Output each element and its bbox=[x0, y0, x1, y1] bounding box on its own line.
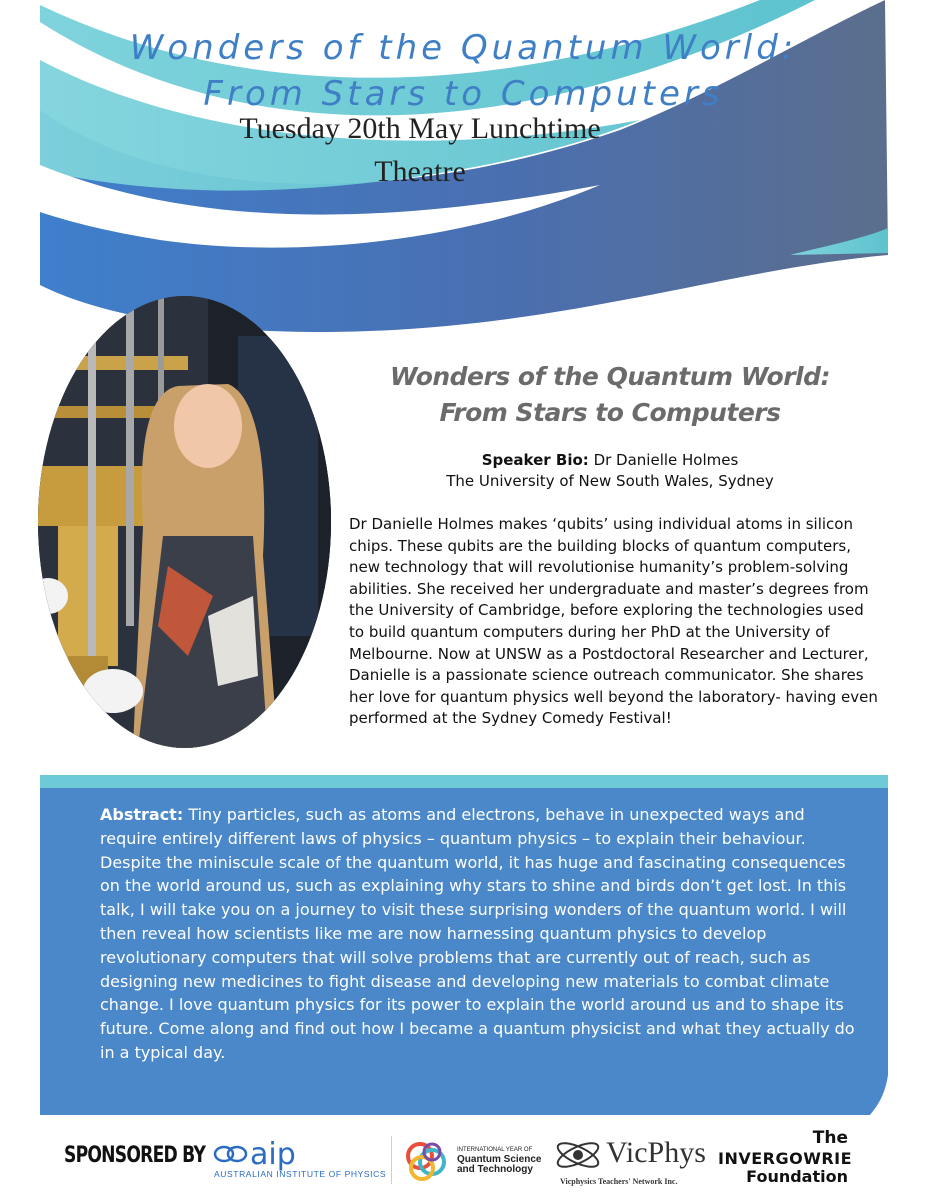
header-venue: Theatre bbox=[374, 155, 466, 188]
header-title-line2: From Stars to Computers bbox=[203, 74, 724, 114]
vicphys-logo-text: VicPhys bbox=[606, 1136, 706, 1169]
vicphys-logo-icon bbox=[552, 1134, 604, 1176]
sponsor-divider bbox=[391, 1136, 392, 1184]
abstract-label: Abstract: bbox=[100, 805, 184, 824]
speaker-photo bbox=[38, 296, 331, 748]
iyq-logo-icon bbox=[402, 1138, 452, 1184]
talk-title-line2: From Stars to Computers bbox=[439, 398, 781, 427]
aip-logo-text: aip bbox=[250, 1137, 296, 1172]
speaker-name-line bbox=[360, 451, 860, 469]
speaker-bio-label: Speaker Bio: bbox=[481, 451, 589, 469]
iyq-line1: INTERNATIONAL YEAR OF bbox=[457, 1147, 533, 1153]
invergowrie-line3: Foundation bbox=[746, 1167, 848, 1186]
speaker-photo-illustration bbox=[38, 296, 331, 748]
sponsored-by-label: SPONSORED BY bbox=[64, 1143, 206, 1168]
invergowrie-line1: The bbox=[812, 1128, 848, 1148]
aip-full-name: AUSTRALIAN INSTITUTE OF PHYSICS bbox=[214, 1169, 387, 1179]
speaker-bio-text: Dr Danielle Holmes makes ‘qubits’ using individual atoms in silicon chips. These qubits are the building blocks of quantum computers, new technology that will revolutionise humanity’s problem-solving abilities. She received her undergraduate and master’s degrees from the University of Cambridge, before exploring the technologies used to build quantum computers during her PhD at the University of Melbourne. Now at UNSW as a Postdoctoral Researcher and Lecturer, Danielle is a passionate science outreach communicator. She shares her love for quantum physics well beyond the laboratory- having even performed at the Sydney Comedy Festival! bbox=[349, 515, 878, 728]
header-title-line1: Wonders of the Quantum World: bbox=[129, 28, 798, 68]
aip-logo-icon bbox=[213, 1142, 249, 1166]
abstract-body: Tiny particles, such as atoms and electrons, behave in unexpected ways and require entirely different laws of physics – quantum physics – to explain their behaviour. Despite the miniscule scale of the quantum world, it has huge and fascinating consequences on the world around us, such as explaining why stars to shine and birds don’t get lost. In this talk, I will take you on a journey to visit these surprising wonders of the quantum world. I will then reveal how scientists like me are now harnessing quantum physics to develop revolutionary computers that will solve problems that are currently out of reach, such as designing new medicines to fight disease and developing new materials to combat climate change. I love quantum physics for its power to explain the world around us and to shape its future. Come along and find out how I became a quantum physicist and what they actually do in a typical day. bbox=[100, 805, 855, 1062]
talk-title-line1: Wonders of the Quantum World: bbox=[389, 362, 830, 391]
invergowrie-line2: INVERGOWRIE bbox=[718, 1149, 853, 1168]
speaker-name: Dr Danielle Holmes bbox=[593, 451, 739, 469]
header-date: Tuesday 20th May Lunchtime bbox=[239, 112, 601, 145]
iyq-line2: Quantum Science bbox=[457, 1154, 542, 1165]
abstract-text bbox=[100, 803, 860, 1065]
iyq-line3: and Technology bbox=[457, 1164, 533, 1175]
speaker-affiliation: The University of New South Wales, Sydney bbox=[446, 472, 774, 490]
vicphys-subtitle: Vicphysics Teachers' Network Inc. bbox=[560, 1177, 678, 1186]
